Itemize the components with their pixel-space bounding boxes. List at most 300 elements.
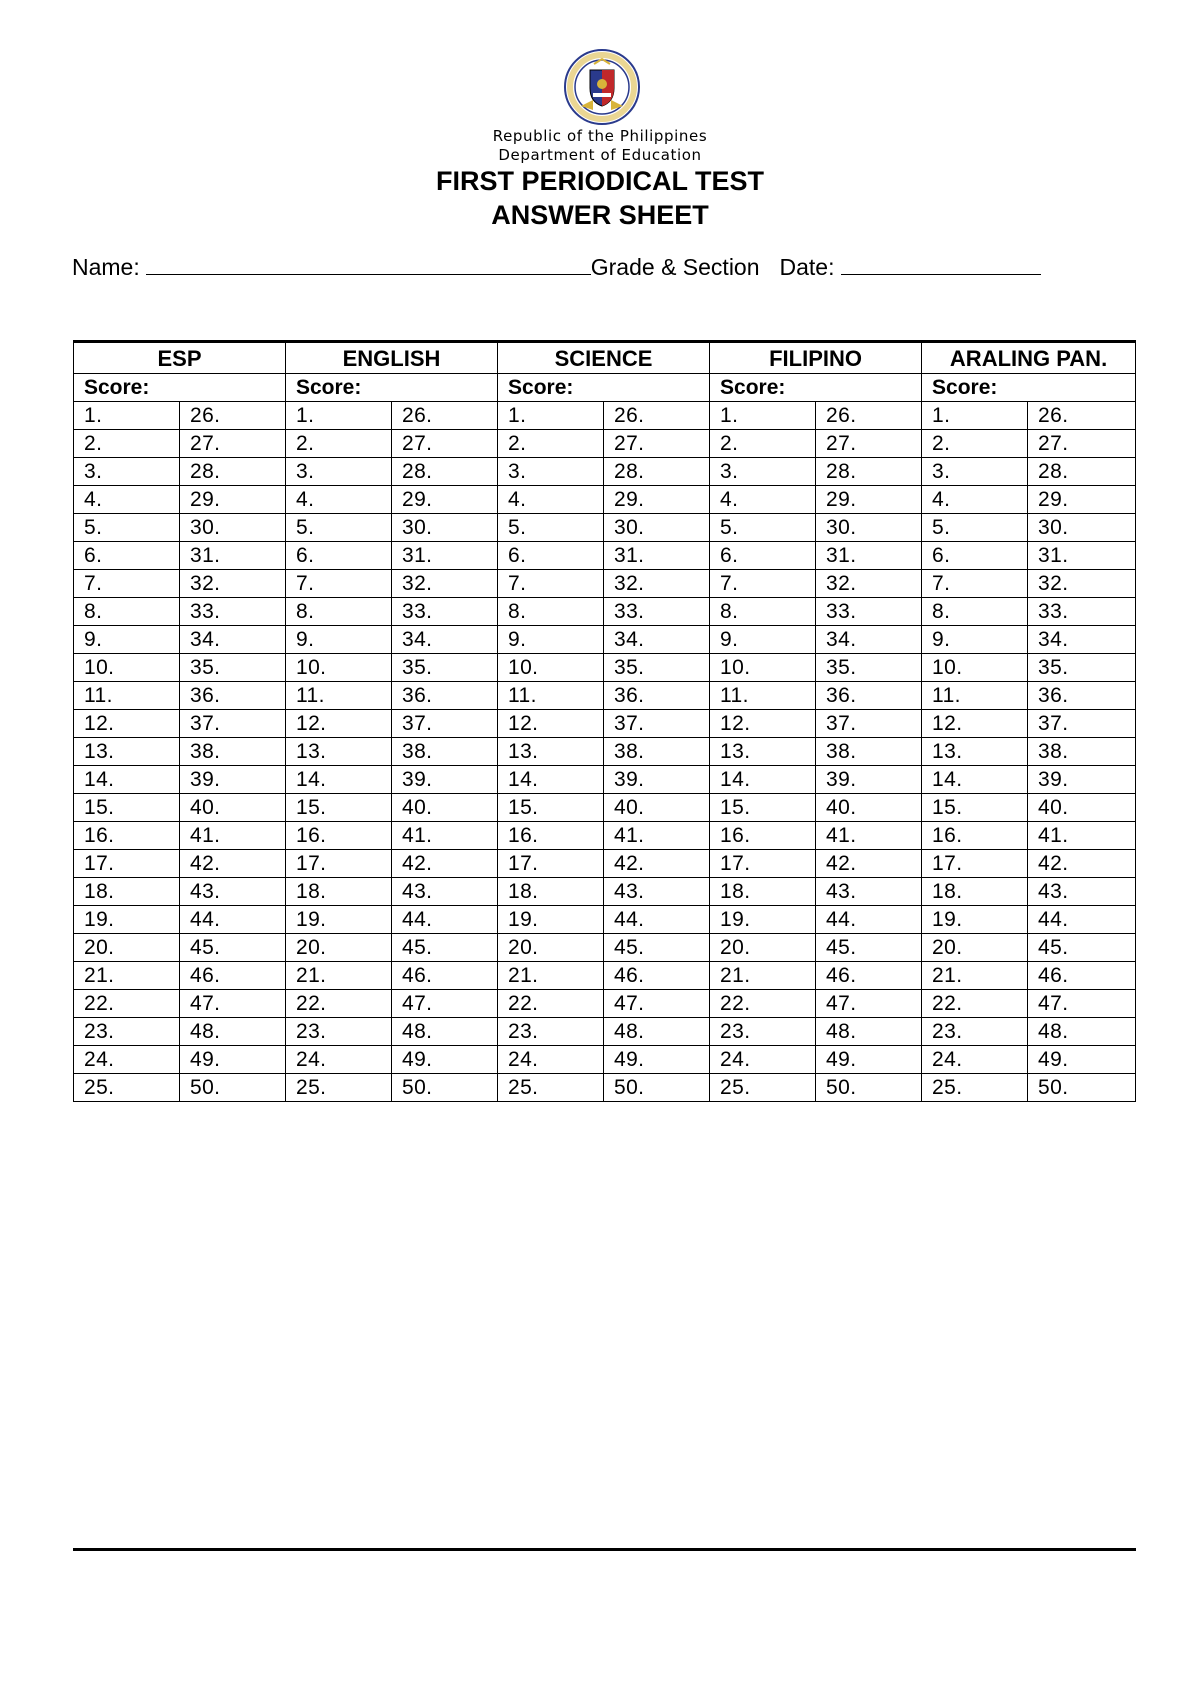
answer-cell[interactable]: 3. — [922, 458, 1028, 486]
answer-cell[interactable]: 1. — [922, 402, 1028, 430]
answer-cell[interactable]: 49. — [816, 1046, 922, 1074]
answer-cell[interactable]: 38. — [1028, 738, 1136, 766]
answer-cell[interactable]: 4. — [74, 486, 180, 514]
answer-cell[interactable]: 32. — [180, 570, 286, 598]
answer-cell[interactable]: 36. — [180, 682, 286, 710]
answer-cell[interactable]: 37. — [604, 710, 710, 738]
table-row — [74, 542, 1136, 570]
answer-cell[interactable]: 40. — [392, 794, 498, 822]
answer-cell[interactable]: 5. — [286, 514, 392, 542]
answer-cell[interactable]: 42. — [816, 850, 922, 878]
answer-cell[interactable]: 21. — [498, 962, 604, 990]
answer-cell[interactable]: 49. — [392, 1046, 498, 1074]
table-row — [74, 570, 1136, 598]
answer-cell[interactable]: 11. — [74, 682, 180, 710]
table-row — [74, 794, 1136, 822]
answer-cell[interactable]: 35. — [816, 654, 922, 682]
answer-cell[interactable]: 33. — [180, 598, 286, 626]
answer-cell[interactable]: 22. — [286, 990, 392, 1018]
answer-cell[interactable]: 50. — [604, 1074, 710, 1102]
answer-cell[interactable]: 18. — [710, 878, 816, 906]
answer-cell[interactable]: 35. — [180, 654, 286, 682]
answer-cell[interactable]: 14. — [922, 766, 1028, 794]
table-row — [74, 962, 1136, 990]
answer-cell[interactable]: 14. — [498, 766, 604, 794]
answer-cell[interactable]: 23. — [286, 1018, 392, 1046]
answer-cell[interactable]: 41. — [180, 822, 286, 850]
answer-cell[interactable]: 37. — [392, 710, 498, 738]
answer-cell[interactable]: 40. — [604, 794, 710, 822]
answer-cell[interactable]: 22. — [498, 990, 604, 1018]
answer-cell[interactable]: 16. — [710, 822, 816, 850]
answer-cell[interactable]: 34. — [816, 626, 922, 654]
answer-cell[interactable]: 5. — [922, 514, 1028, 542]
answer-cell[interactable]: 2. — [922, 430, 1028, 458]
answer-cell[interactable]: 17. — [922, 850, 1028, 878]
answer-cell[interactable]: 45. — [392, 934, 498, 962]
answer-cell[interactable]: 43. — [1028, 878, 1136, 906]
answer-cell[interactable]: 47. — [180, 990, 286, 1018]
answer-cell[interactable]: 4. — [710, 486, 816, 514]
answer-cell[interactable]: 25. — [922, 1074, 1028, 1102]
answer-cell[interactable]: 23. — [922, 1018, 1028, 1046]
answer-cell[interactable]: 25. — [710, 1074, 816, 1102]
answer-cell[interactable]: 13. — [498, 738, 604, 766]
answer-cell[interactable]: 6. — [74, 542, 180, 570]
date-field[interactable] — [841, 252, 1041, 275]
answer-cell[interactable]: 39. — [604, 766, 710, 794]
answer-cell[interactable]: 5. — [74, 514, 180, 542]
answer-cell[interactable]: 32. — [392, 570, 498, 598]
answer-cell[interactable]: 39. — [816, 766, 922, 794]
answer-cell[interactable]: 14. — [286, 766, 392, 794]
answer-cell[interactable]: 9. — [498, 626, 604, 654]
answer-cell[interactable]: 10. — [710, 654, 816, 682]
answer-cell[interactable]: 3. — [498, 458, 604, 486]
answer-cell[interactable]: 34. — [392, 626, 498, 654]
subject-header: ARALING PAN. — [922, 342, 1136, 374]
answer-cell[interactable]: 35. — [604, 654, 710, 682]
answer-cell[interactable]: 14. — [710, 766, 816, 794]
name-field[interactable] — [146, 252, 591, 275]
answer-cell[interactable]: 24. — [74, 1046, 180, 1074]
answer-cell[interactable]: 18. — [922, 878, 1028, 906]
answer-cell[interactable]: 25. — [74, 1074, 180, 1102]
answer-cell[interactable]: 46. — [180, 962, 286, 990]
answer-cell[interactable]: 1. — [74, 402, 180, 430]
table-row — [74, 402, 1136, 430]
table-row — [74, 878, 1136, 906]
answer-cell[interactable]: 13. — [74, 738, 180, 766]
answer-cell[interactable]: 9. — [286, 626, 392, 654]
answer-cell[interactable]: 16. — [74, 822, 180, 850]
answer-cell[interactable]: 10. — [74, 654, 180, 682]
score-cell[interactable]: Score: — [922, 374, 1136, 402]
answer-cell[interactable]: 42. — [604, 850, 710, 878]
answer-cell[interactable]: 32. — [1028, 570, 1136, 598]
answer-cell[interactable]: 45. — [816, 934, 922, 962]
score-cell[interactable]: Score: — [498, 374, 710, 402]
answer-cell[interactable]: 47. — [392, 990, 498, 1018]
table-row — [74, 766, 1136, 794]
answer-cell[interactable]: 11. — [286, 682, 392, 710]
answer-cell[interactable]: 16. — [286, 822, 392, 850]
answer-cell[interactable]: 32. — [816, 570, 922, 598]
answer-cell[interactable]: 4. — [498, 486, 604, 514]
answer-cell[interactable]: 33. — [604, 598, 710, 626]
table-row — [74, 654, 1136, 682]
answer-cell[interactable]: 49. — [180, 1046, 286, 1074]
answer-cell[interactable]: 7. — [498, 570, 604, 598]
answer-cell[interactable]: 28. — [392, 458, 498, 486]
answer-cell[interactable]: 15. — [498, 794, 604, 822]
answer-cell[interactable]: 23. — [710, 1018, 816, 1046]
answer-cell[interactable]: 12. — [286, 710, 392, 738]
answer-cell[interactable]: 20. — [286, 934, 392, 962]
answer-cell[interactable]: 7. — [286, 570, 392, 598]
table-row — [74, 822, 1136, 850]
answer-cell[interactable]: 2. — [498, 430, 604, 458]
answer-cell[interactable]: 12. — [710, 710, 816, 738]
answer-cell[interactable]: 8. — [74, 598, 180, 626]
answer-cell[interactable]: 44. — [180, 906, 286, 934]
answer-cell[interactable]: 44. — [392, 906, 498, 934]
answer-cell[interactable]: 41. — [392, 822, 498, 850]
answer-cell[interactable]: 3. — [286, 458, 392, 486]
answer-cell[interactable]: 8. — [710, 598, 816, 626]
answer-cell[interactable]: 13. — [922, 738, 1028, 766]
answer-cell[interactable]: 10. — [498, 654, 604, 682]
answer-cell[interactable]: 30. — [816, 514, 922, 542]
answer-cell[interactable]: 19. — [498, 906, 604, 934]
answer-cell[interactable]: 8. — [498, 598, 604, 626]
grade-section-label: Grade & Section — [590, 254, 760, 280]
subject-header: ENGLISH — [286, 342, 498, 374]
answer-cell[interactable]: 35. — [1028, 654, 1136, 682]
answer-cell[interactable]: 21. — [74, 962, 180, 990]
answer-cell[interactable]: 17. — [74, 850, 180, 878]
answer-cell[interactable]: 32. — [604, 570, 710, 598]
table-row — [74, 430, 1136, 458]
answer-cell[interactable]: 46. — [816, 962, 922, 990]
answer-cell[interactable]: 42. — [1028, 850, 1136, 878]
answer-cell[interactable]: 40. — [816, 794, 922, 822]
answer-cell[interactable]: 28. — [1028, 458, 1136, 486]
answer-cell[interactable]: 22. — [922, 990, 1028, 1018]
answer-cell[interactable]: 2. — [710, 430, 816, 458]
answer-cell[interactable]: 40. — [1028, 794, 1136, 822]
answer-cell[interactable]: 48. — [816, 1018, 922, 1046]
answer-cell[interactable]: 20. — [74, 934, 180, 962]
answer-cell[interactable]: 12. — [74, 710, 180, 738]
answer-cell[interactable]: 37. — [1028, 710, 1136, 738]
answer-cell[interactable]: 50. — [816, 1074, 922, 1102]
answer-cell[interactable]: 36. — [392, 682, 498, 710]
answer-cell[interactable]: 40. — [180, 794, 286, 822]
answer-cell[interactable]: 19. — [710, 906, 816, 934]
answer-cell[interactable]: 8. — [922, 598, 1028, 626]
subject-header-row — [74, 342, 1136, 374]
republic-text: Republic of the Philippines — [492, 127, 708, 145]
answer-cell[interactable]: 34. — [1028, 626, 1136, 654]
answer-cell[interactable]: 43. — [816, 878, 922, 906]
answer-cell[interactable]: 39. — [392, 766, 498, 794]
table-row — [74, 906, 1136, 934]
answer-cell[interactable]: 2. — [74, 430, 180, 458]
answer-cell[interactable]: 10. — [922, 654, 1028, 682]
answer-cell[interactable]: 46. — [604, 962, 710, 990]
subject-header: FILIPINO — [710, 342, 922, 374]
answer-cell[interactable]: 30. — [180, 514, 286, 542]
answer-cell[interactable]: 39. — [1028, 766, 1136, 794]
answer-cell[interactable]: 29. — [180, 486, 286, 514]
answer-cell[interactable]: 12. — [498, 710, 604, 738]
answer-cell[interactable]: 15. — [710, 794, 816, 822]
answer-cell[interactable]: 45. — [180, 934, 286, 962]
table-row — [74, 738, 1136, 766]
answer-cell[interactable]: 31. — [816, 542, 922, 570]
answer-cell[interactable]: 24. — [922, 1046, 1028, 1074]
answer-cell[interactable]: 25. — [498, 1074, 604, 1102]
score-row — [74, 374, 1136, 402]
answer-cell[interactable]: 38. — [604, 738, 710, 766]
answer-cell[interactable]: 37. — [816, 710, 922, 738]
answer-cell[interactable]: 33. — [1028, 598, 1136, 626]
answer-cell[interactable]: 28. — [180, 458, 286, 486]
answer-cell[interactable]: 24. — [286, 1046, 392, 1074]
answer-cell[interactable]: 22. — [74, 990, 180, 1018]
answer-cell[interactable]: 27. — [816, 430, 922, 458]
answer-cell[interactable]: 9. — [74, 626, 180, 654]
answer-cell[interactable]: 25. — [286, 1074, 392, 1102]
answer-cell[interactable]: 6. — [286, 542, 392, 570]
answer-cell[interactable]: 29. — [604, 486, 710, 514]
answer-cell[interactable]: 1. — [498, 402, 604, 430]
answer-cell[interactable]: 7. — [710, 570, 816, 598]
answer-cell[interactable]: 27. — [604, 430, 710, 458]
answer-cell[interactable]: 33. — [392, 598, 498, 626]
score-cell[interactable]: Score: — [286, 374, 498, 402]
answer-cell[interactable]: 18. — [498, 878, 604, 906]
answer-cell[interactable]: 5. — [498, 514, 604, 542]
answer-cell[interactable]: 38. — [392, 738, 498, 766]
answer-cell[interactable]: 19. — [286, 906, 392, 934]
table-row — [74, 1074, 1136, 1102]
answer-cell[interactable]: 14. — [74, 766, 180, 794]
answer-cell[interactable]: 27. — [180, 430, 286, 458]
answer-cell[interactable]: 50. — [180, 1074, 286, 1102]
score-cell[interactable]: Score: — [74, 374, 286, 402]
answer-cell[interactable]: 48. — [180, 1018, 286, 1046]
table-row — [74, 486, 1136, 514]
answer-cell[interactable]: 30. — [604, 514, 710, 542]
answer-cell[interactable]: 26. — [180, 402, 286, 430]
table-row — [74, 850, 1136, 878]
answer-cell[interactable]: 26. — [392, 402, 498, 430]
answer-cell[interactable]: 24. — [498, 1046, 604, 1074]
answer-cell[interactable]: 38. — [816, 738, 922, 766]
answer-cell[interactable]: 6. — [922, 542, 1028, 570]
answer-cell[interactable]: 48. — [1028, 1018, 1136, 1046]
answer-cell[interactable]: 17. — [710, 850, 816, 878]
answer-cell[interactable]: 34. — [604, 626, 710, 654]
answer-cell[interactable]: 44. — [1028, 906, 1136, 934]
answer-cell[interactable]: 26. — [1028, 402, 1136, 430]
student-info-line — [72, 252, 1041, 281]
answer-cell[interactable]: 46. — [392, 962, 498, 990]
answer-cell[interactable]: 26. — [604, 402, 710, 430]
answer-cell[interactable]: 3. — [710, 458, 816, 486]
answer-cell[interactable]: 15. — [922, 794, 1028, 822]
answer-cell[interactable]: 29. — [816, 486, 922, 514]
answer-cell[interactable]: 19. — [74, 906, 180, 934]
answer-cell[interactable]: 9. — [922, 626, 1028, 654]
answer-cell[interactable]: 49. — [604, 1046, 710, 1074]
answer-cell[interactable]: 44. — [604, 906, 710, 934]
answer-cell[interactable]: 43. — [604, 878, 710, 906]
answer-cell[interactable]: 5. — [710, 514, 816, 542]
answer-cell[interactable]: 41. — [1028, 822, 1136, 850]
deped-seal-logo — [563, 48, 641, 126]
answer-cell[interactable]: 9. — [710, 626, 816, 654]
answer-cell[interactable]: 31. — [392, 542, 498, 570]
answer-cell[interactable]: 36. — [1028, 682, 1136, 710]
table-row — [74, 710, 1136, 738]
answer-cell[interactable]: 44. — [816, 906, 922, 934]
table-row — [74, 934, 1136, 962]
answer-cell[interactable]: 18. — [74, 878, 180, 906]
answer-cell[interactable]: 47. — [604, 990, 710, 1018]
answer-cell[interactable]: 38. — [180, 738, 286, 766]
answer-cell[interactable]: 23. — [74, 1018, 180, 1046]
table-row — [74, 682, 1136, 710]
answer-cell[interactable]: 10. — [286, 654, 392, 682]
answer-cell[interactable]: 11. — [710, 682, 816, 710]
answer-cell[interactable]: 29. — [392, 486, 498, 514]
answer-cell[interactable]: 45. — [1028, 934, 1136, 962]
answer-cell[interactable]: 48. — [604, 1018, 710, 1046]
answer-cell[interactable]: 12. — [922, 710, 1028, 738]
answer-cell[interactable]: 36. — [816, 682, 922, 710]
answer-cell[interactable]: 29. — [1028, 486, 1136, 514]
answer-cell[interactable]: 21. — [286, 962, 392, 990]
answer-cell[interactable]: 13. — [710, 738, 816, 766]
answer-cell[interactable]: 48. — [392, 1018, 498, 1046]
answer-cell[interactable]: 3. — [74, 458, 180, 486]
date-label: Date: — [779, 254, 835, 280]
answer-cell[interactable]: 22. — [710, 990, 816, 1018]
answer-cell[interactable]: 26. — [816, 402, 922, 430]
answer-cell[interactable]: 50. — [1028, 1074, 1136, 1102]
answer-cell[interactable]: 28. — [816, 458, 922, 486]
answer-cell[interactable]: 24. — [710, 1046, 816, 1074]
answer-cell[interactable]: 6. — [710, 542, 816, 570]
answer-cell[interactable]: 2. — [286, 430, 392, 458]
answer-cell[interactable]: 43. — [180, 878, 286, 906]
department-text: Department of Education — [498, 146, 702, 164]
answer-cell[interactable]: 15. — [286, 794, 392, 822]
answer-cell[interactable]: 47. — [1028, 990, 1136, 1018]
answer-cell[interactable]: 20. — [710, 934, 816, 962]
answer-cell[interactable]: 39. — [180, 766, 286, 794]
page-title: FIRST PERIODICAL TEST — [435, 166, 765, 196]
answer-rows — [74, 402, 1136, 1102]
answer-cell[interactable]: 15. — [74, 794, 180, 822]
answer-cell[interactable]: 30. — [392, 514, 498, 542]
answer-cell[interactable]: 1. — [286, 402, 392, 430]
answer-cell[interactable]: 43. — [392, 878, 498, 906]
answer-cell[interactable]: 31. — [604, 542, 710, 570]
answer-cell[interactable]: 19. — [922, 906, 1028, 934]
answer-cell[interactable]: 50. — [392, 1074, 498, 1102]
answer-cell[interactable]: 7. — [922, 570, 1028, 598]
answer-cell[interactable]: 30. — [1028, 514, 1136, 542]
answer-cell[interactable]: 18. — [286, 878, 392, 906]
answer-cell[interactable]: 4. — [286, 486, 392, 514]
answer-cell[interactable]: 45. — [604, 934, 710, 962]
answer-cell[interactable]: 28. — [604, 458, 710, 486]
answer-cell[interactable]: 49. — [1028, 1046, 1136, 1074]
answer-cell[interactable]: 23. — [498, 1018, 604, 1046]
answer-cell[interactable]: 11. — [498, 682, 604, 710]
table-row — [74, 1046, 1136, 1074]
score-cell[interactable]: Score: — [710, 374, 922, 402]
answer-cell[interactable]: 41. — [816, 822, 922, 850]
answer-table — [73, 340, 1136, 1102]
answer-cell[interactable]: 33. — [816, 598, 922, 626]
name-label: Name: — [72, 254, 140, 280]
answer-cell[interactable]: 31. — [1028, 542, 1136, 570]
answer-cell[interactable]: 27. — [1028, 430, 1136, 458]
answer-cell[interactable]: 20. — [498, 934, 604, 962]
answer-cell[interactable]: 35. — [392, 654, 498, 682]
answer-cell[interactable]: 37. — [180, 710, 286, 738]
answer-cell[interactable]: 36. — [604, 682, 710, 710]
answer-cell[interactable]: 46. — [1028, 962, 1136, 990]
table-row — [74, 458, 1136, 486]
subject-header: SCIENCE — [498, 342, 710, 374]
table-row — [74, 514, 1136, 542]
answer-cell[interactable]: 7. — [74, 570, 180, 598]
answer-cell[interactable]: 8. — [286, 598, 392, 626]
table-row — [74, 598, 1136, 626]
answer-cell[interactable]: 16. — [498, 822, 604, 850]
answer-cell[interactable]: 13. — [286, 738, 392, 766]
answer-cell[interactable]: 16. — [922, 822, 1028, 850]
answer-cell[interactable]: 1. — [710, 402, 816, 430]
answer-cell[interactable]: 20. — [922, 934, 1028, 962]
answer-cell[interactable]: 34. — [180, 626, 286, 654]
answer-cell[interactable]: 21. — [710, 962, 816, 990]
answer-cell[interactable]: 47. — [816, 990, 922, 1018]
answer-cell[interactable]: 4. — [922, 486, 1028, 514]
answer-cell[interactable]: 17. — [498, 850, 604, 878]
answer-cell[interactable]: 31. — [180, 542, 286, 570]
table-row — [74, 1018, 1136, 1046]
subject-header: ESP — [74, 342, 286, 374]
answer-cell[interactable]: 17. — [286, 850, 392, 878]
answer-cell[interactable]: 42. — [392, 850, 498, 878]
answer-cell[interactable]: 21. — [922, 962, 1028, 990]
answer-cell[interactable]: 27. — [392, 430, 498, 458]
answer-cell[interactable]: 6. — [498, 542, 604, 570]
table-row — [74, 626, 1136, 654]
table-row — [74, 990, 1136, 1018]
answer-cell[interactable]: 11. — [922, 682, 1028, 710]
answer-cell[interactable]: 42. — [180, 850, 286, 878]
footer-rule — [73, 1548, 1136, 1551]
answer-cell[interactable]: 41. — [604, 822, 710, 850]
